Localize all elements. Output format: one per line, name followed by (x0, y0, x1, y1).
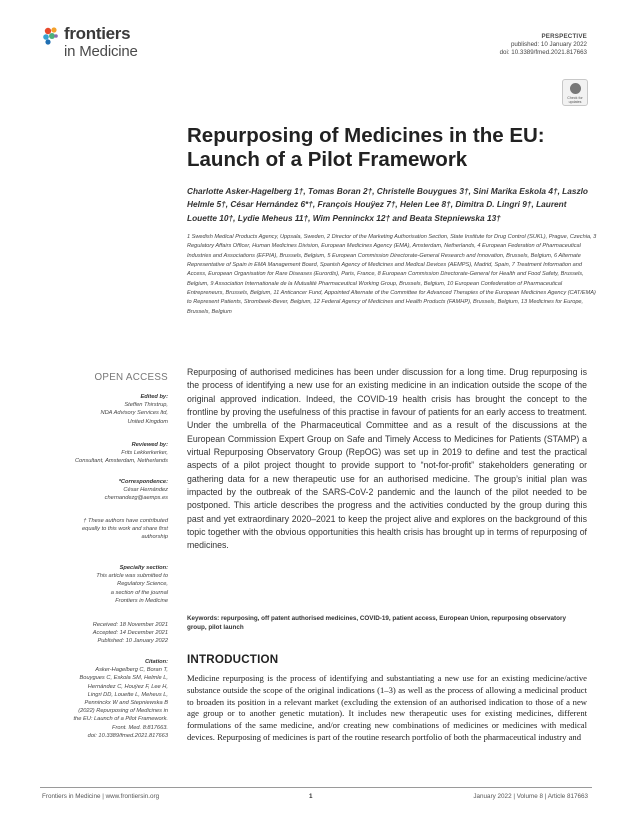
journal-subtitle: in Medicine (64, 43, 138, 60)
edited-by-line: Steffen Thirstrup, (124, 402, 168, 409)
dates-block (40, 621, 168, 646)
accepted-label: Accepted: (92, 630, 119, 637)
edited-by-label: Edited by: (140, 394, 168, 400)
reviewed-by-label: Reviewed by: (131, 442, 168, 448)
journal-logo (42, 24, 182, 64)
citation-line: Penninckx W and Stepniewska B (84, 700, 168, 707)
section-heading-introduction: INTRODUCTION (187, 653, 279, 666)
reviewed-by-line: Frits Lekkerkerker, (121, 450, 168, 457)
footer-divider (40, 787, 592, 788)
citation-line: Front. Med. 8:817663. (112, 724, 168, 731)
correspondence-block (40, 478, 168, 503)
footer-issue: January 2022 | Volume 8 | Article 817663 (473, 793, 588, 800)
citation-line: Lingri DD, Louette L, Meheus L, (87, 691, 168, 698)
specialty-line: a section of the journal (110, 589, 168, 596)
published-date-side: 10 January 2022 (125, 638, 168, 645)
citation-label: Citation: (144, 659, 168, 665)
citation-doi[interactable]: doi: 10.3389/fmed.2021.817663 (87, 732, 168, 739)
published-label: Published: (97, 638, 125, 645)
citation-block (40, 658, 168, 740)
open-access-label: OPEN ACCESS (94, 372, 168, 383)
note-line: authorship (141, 534, 168, 541)
article-title: Repurposing of Medicines in the EU: Launch of a Pilot Framework (187, 124, 545, 171)
refresh-icon (570, 83, 581, 94)
check-for-updates-badge[interactable] (562, 79, 588, 106)
equal-contribution-note (40, 517, 168, 542)
frontiers-logo-icon (42, 26, 62, 46)
citation-line: Bouygues C, Eskola SM, Helmle L, (79, 675, 168, 682)
badge-line2: updates (568, 100, 582, 104)
published-date: published: 10 January 2022 (510, 41, 587, 48)
correspondence-email[interactable]: chernandezg@aemps.es (104, 495, 168, 502)
keywords-list: repurposing, off patent authorised medicines, COVID-19, patient access, European Union, repurposing observatory group, pilot launch (187, 615, 566, 632)
correspondence-name: César Hernández (123, 487, 168, 494)
specialty-line: This article was submitted to (96, 573, 168, 580)
specialty-label: Specialty section: (119, 565, 168, 571)
article-type: PERSPECTIVE (541, 33, 587, 40)
note-line: equally to this work and share first (82, 526, 168, 533)
citation-line: Asker-Hagelberg C, Boran T, (95, 667, 168, 674)
introduction-text: Medicine repurposing is the process of identifying and substantiating a new use for an existing medicine/active substance outside the scope of the original indications (1–3) as well as the process of allowing a medicinal product to broaden its position in a relevant market (excluding the extension of an authorised indication to those of a new age group or to another genetic mutation). It includes new therapeutic uses for existing medicines, different formulations of the same medicine, and/or creating new combinations of medicines or medicines with medical devices. Repurposing of medicines is part of the routine research portfolio of both the pharmaceutical industry and (187, 673, 587, 742)
received-label: Received: (92, 622, 119, 628)
article-meta (500, 33, 587, 57)
reviewed-by-block (40, 441, 168, 466)
affiliations: 1 Swedish Medical Products Agency, Uppsala, Sweden, 2 Director of the Marketing Authorisation Section, State Institute for Drug Control (SUKL), Prague, Czechia, 3 Regulatory Affairs Officer, Human Medicines Division, European Medicines Agency (EMA), Amsterdam, Netherlands, 4 European Federation of Pharmaceutical Industries and Associations (EFPIA), Brussels, Belgium, 5 European Commission Directorate-General Research and Innovation, Brussels, Belgium, 6 Alternate Representative of Spain in EMA Management Board, Spanish Agency of Medicines and Medical Devices (AEMPS), Madrid, Spain, 7 Treatment Information and Access, European Organisation for Rare Diseases (Eurordis), Paris, France, 8 European Commission Directorate-General for Health and Food Safety, Brussels, Belgium, 9 Association Internationale de la Mutualité Pharmaceutical Working Group, Brussels, Belgium, 10 European Confederation of Pharmaceutical Entrepreneurs, Brussels, Belgium, 11 Anticancer Fund, Appointed Alternate of the Committee for Advanced Therapies of the European Medicines Agency (CAT/EMA) to Represent Patients, Strombeek-Bever, Belgium, 12 Federal Agency of Medicines and Health Products (FAMHP), Brussels, Belgium, 13 Medicines for Europe, Brussels, Belgium (187, 234, 597, 315)
keywords-label: Keywords: (187, 615, 220, 622)
abstract: Repurposing of authorised medicines has been under discussion for a long time. Drug repurposing is the process of identifying a new use for an existing medicine in an indication outside the scope of the original approved indication. Indeed, the COVID-19 health crisis has brought the concept to the frontline by proving the usefulness of this practise in favour of patients for an early access to treatment. Under the umbrella of the Pharmaceutical Committee and as a result of the discussions at the European Commission Expert Group on Safe and Timely Access to Medicines for Patients (STAMP) a virtual Repurposing Observatory Group (RepOG) was set up in 2019 to define and test the practical aspects of a pilot project thought to provide support to “not-for-profit” stakeholders generating or gathering data for a new therapeutic use for an authorised medicine. The group’s initial plan was impacted by the outbreak of the SARS-CoV-2 pandemic and the launch of the pilot needed to be postponed. This article describes the progress and the activities conducted by the group during this past and yet extraordinary 2020–2021 to keep the project alive and explores on the background of this topic together with the obvious opportunities this health crisis has brought up in terms of repurposing of medicines. (187, 367, 587, 551)
note-line: † These authors have contributed (83, 518, 168, 524)
journal-brand: frontiers (64, 24, 131, 43)
edited-by-line: United Kingdom (127, 418, 168, 425)
specialty-block (40, 564, 168, 605)
keywords (187, 614, 587, 633)
specialty-line: Frontiers in Medicine (115, 597, 168, 604)
badge-line1: Check for (567, 96, 583, 100)
citation-line: (2022) Repurposing of Medicines in (78, 708, 168, 715)
edited-by-block (40, 393, 168, 426)
accepted-date: 14 December 2021 (119, 630, 168, 637)
author-list: Charlotte Asker-Hagelberg 1†, Tomas Boran 2†, Christelle Bouygues 3†, Sini Marika Eskola 4†, Laszlo Helmle 5†, César Hernández 6*†, François Houÿez 7†, Helen Lee 8†, Dimitra D. Lingri 9†, Laurent Louette 10†, Lydie Meheus 11†, Wim Penninckx 12† and Beata Stepniewska 13† (187, 186, 589, 223)
reviewed-by-line: Consultant, Amsterdam, Netherlands (74, 458, 168, 465)
edited-by-line: NDA Advisory Services ltd, (100, 410, 168, 417)
citation-line: Hernández C, Houÿez F, Lee H, (87, 683, 168, 690)
correspondence-label: *Correspondence: (118, 479, 168, 485)
received-date: 18 November 2021 (119, 622, 168, 628)
page-number: 1 (309, 793, 313, 800)
footer-journal[interactable]: Frontiers in Medicine | www.frontiersin.org (42, 793, 160, 800)
doi[interactable]: doi: 10.3389/fmed.2021.817663 (499, 49, 587, 56)
citation-line: the EU: Launch of a Pilot Framework. (73, 716, 168, 723)
specialty-line: Regulatory Science, (117, 581, 168, 588)
